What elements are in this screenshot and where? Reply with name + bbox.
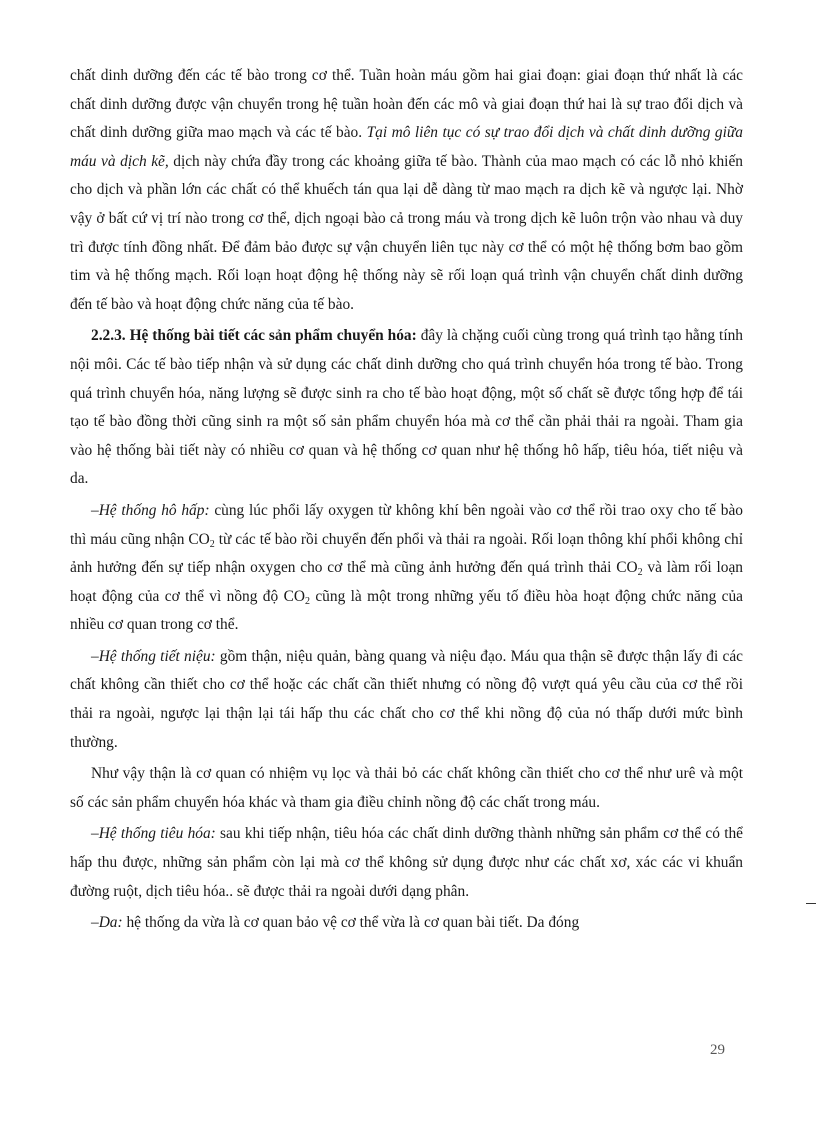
text-run: chất dinh dưỡng đến các tế bào trong cơ thể. Tuần hoàn máu gồm hai giai đoạn: giai đoạn thứ nhất là các chất dinh dưỡng được vận chuyển trong hệ tuần hoàn đến các mô và giai đoạn thứ hai là sự trao đổi dịch và chất dinh dưỡng giữa mao mạch và các tế bào.: [70, 67, 743, 142]
paragraph: [70, 497, 743, 640]
paragraph: [70, 909, 743, 938]
paragraph: [70, 643, 743, 757]
text-run: cũng là một trong những yếu tố điều hòa hoạt động chức năng của nhiều cơ quan trong cơ thể.: [70, 587, 744, 634]
section-heading: 2.2.3. Hệ thống bài tiết các sản phẩm chuyển hóa:: [91, 327, 417, 345]
subscript: 2: [637, 567, 643, 579]
text-run: Như vậy thận là cơ quan có nhiệm vụ lọc và thải bỏ các chất không cần thiết cho cơ thể như urê và một số các sản phẩm chuyển hóa khác và tham gia điều chỉnh nồng độ các chất trong máu.: [70, 765, 743, 811]
italic-run: –Hệ thống tiết niệu:: [91, 647, 216, 665]
italic-run: –Da:: [91, 914, 123, 932]
paragraph: [70, 62, 743, 319]
text-run: cùng lúc phổi lấy oxygen từ không khí bên ngoài vào cơ thể rồi trao oxy cho tế bào thì máu cũng nhận CO: [70, 501, 743, 548]
subscript: 2: [209, 538, 215, 550]
text-run: dịch này chứa đầy trong các khoảng giữa tế bào. Thành của mao mạch có các lỗ nhỏ khiến cho dịch và phần lớn các chất có thể khuếch tán qua lại dễ dàng từ mao mạch ra dịch kẽ và ngược lại. Nhờ vậy ở bất cứ vị trí nào trong cơ thể, dịch ngoại bào cả trong máu và trong dịch kẽ luôn trộn vào nhau và duy trì được tính đồng nhất. Để đảm bảo được sự vận chuyển liên tục này cơ thể có một hệ thống bơm bao gồm tim và hệ thống mạch. Rối loạn hoạt động hệ thống này sẽ rối loạn quá trình vận chuyển chất dinh dưỡng đến tế bào và hoạt động chức năng của tế bào.: [70, 152, 743, 313]
subscript: 2: [304, 595, 310, 607]
page-number: 29: [710, 1042, 725, 1058]
italic-run: Tại mô liên tục có sự trao đổi dịch và chất dinh dưỡng giữa máu và dịch kẽ,: [70, 124, 743, 170]
text-run: đây là chặng cuối cùng trong quá trình tạo hằng tính nội môi. Các tế bào tiếp nhận và sử dụng các chất dinh dưỡng cho quá trình chuyển hóa trong tế bào. Trong quá trình chuyển hóa, năng lượng sẽ được sinh ra cho tế bào hoạt động, một số chất sẽ được tổng hợp để tái tạo tế bào đồng thời cũng sinh ra một số sản phẩm chuyển hóa mà cơ thể cần phải thải ra ngoài. Tham gia vào hệ thống bài tiết này có nhiều cơ quan và hệ thống cơ quan như hệ thống hô hấp, tiêu hóa, tiết niệu và da.: [70, 327, 743, 488]
page-body: [70, 62, 743, 938]
italic-run: –Hệ thống tiêu hóa:: [91, 825, 216, 843]
italic-run: –Hệ thống hô hấp:: [91, 501, 210, 519]
text-run: gồm thận, niệu quản, bàng quang và niệu đạo. Máu qua thận sẽ được thận lấy đi các chất không cần thiết cho cơ thể hoặc các chất cần thiết nhưng có nồng độ vượt quá yêu cầu của cơ thể rồi thải ra ngoài, ngược lại thận lại tái hấp thu các chất cho cơ thể khi nồng độ của nó thấp dưới mức bình thường.: [70, 647, 743, 751]
paragraph: [70, 322, 743, 494]
text-run: hệ thống da vừa là cơ quan bảo vệ cơ thể vừa là cơ quan bài tiết. Da đóng: [122, 914, 580, 932]
paragraph: [70, 820, 743, 906]
text-run: sau khi tiếp nhận, tiêu hóa các chất dinh dưỡng thành những sản phẩm cơ thể có thể hấp thu được, những sản phẩm còn lại mà cơ thể không sử dụng được như các chất xơ, xác các vi khuẩn đường ruột, dịch tiêu hóa.. sẽ được thải ra ngoài dưới dạng phân.: [70, 825, 744, 900]
margin-mark: [806, 903, 816, 904]
text-run: từ các tế bào rồi chuyển đến phổi và thải ra ngoài. Rối loạn thông khí phổi không chỉ ảnh hưởng đến sự tiếp nhận oxygen cho cơ thể mà cũng ảnh hưởng đến quá trình thải CO: [70, 530, 743, 577]
text-run: và làm rối loạn hoạt động của cơ thể vì nồng độ CO: [70, 559, 744, 605]
paragraph: [70, 760, 743, 817]
